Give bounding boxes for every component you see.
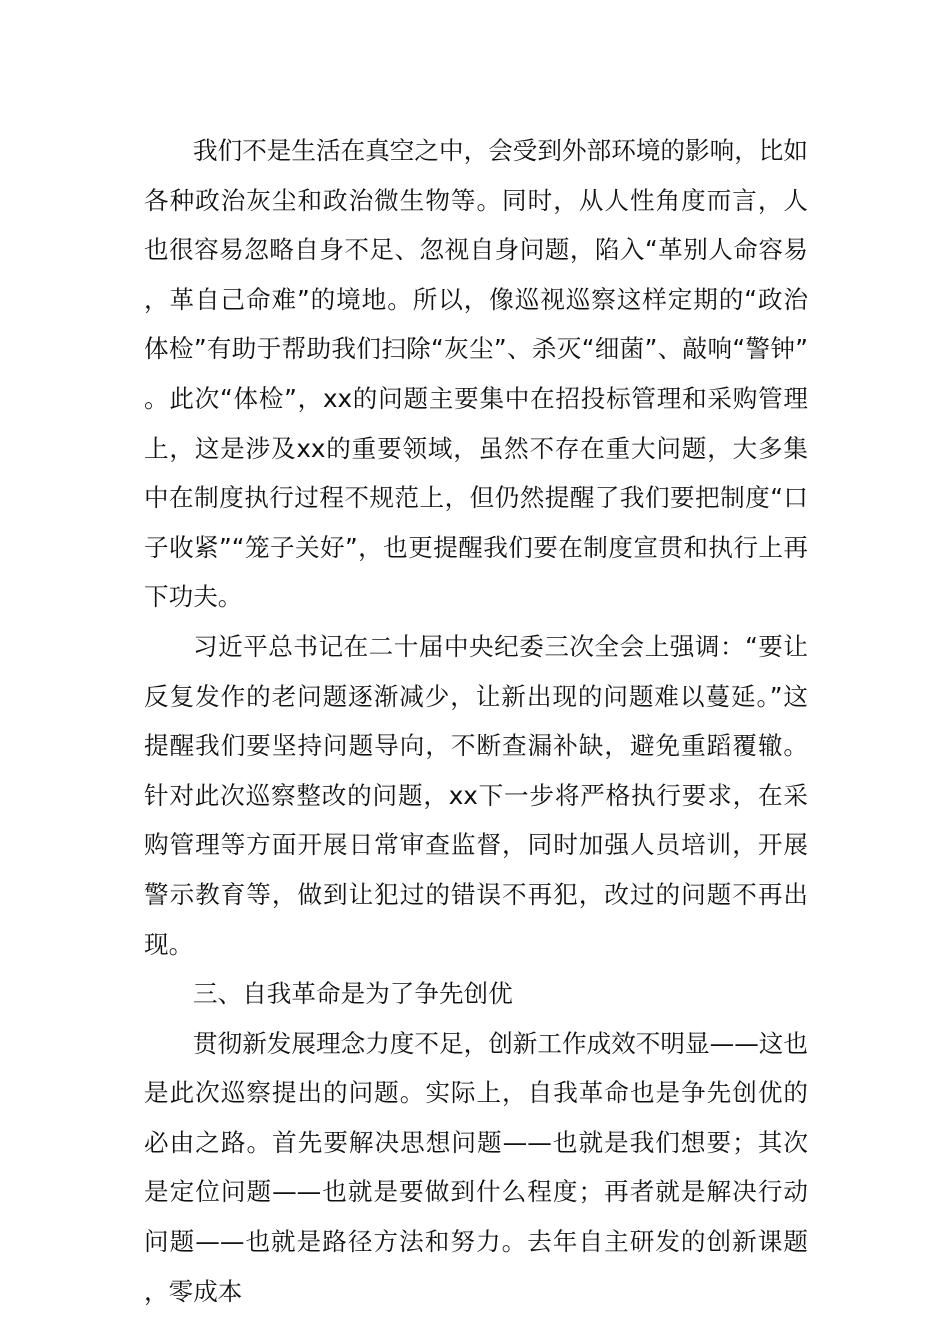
paragraph-innovation: 贯彻新发展理念力度不足，创新工作成效不明显——这也是此次巡察提出的问题。实际上，自我革命也是争先创优的必由之路。首先要解决思想问题——也就是我们想要；其次是定位问题——也就是要做到什么程度；再者就是解决行动问题——也就是路径方法和努力。去年自主研发的创新课题，零成本 bbox=[144, 1028, 808, 1306]
section-heading: 三、自我革命是为了争先创优 bbox=[193, 979, 513, 1009]
paragraph-xi-quote: 习近平总书记在二十届中央纪委三次全会上强调：“要让反复发作的老问题逐渐减少，让新出现的问题难以蔓延。”这提醒我们要坚持问题导向，不断查漏补缺，避免重蹈覆辙。针对此次巡察整改的问题，xx下一步将严格执行要求，在采购管理等方面开展日常审查监督，同时加强人员培训，开展警示教育等，做到让犯过的错误不再犯，改过的问题不再出现。 bbox=[144, 631, 808, 959]
paragraph-political-checkup: 我们不是生活在真空之中，会受到外部环境的影响，比如各种政治灰尘和政治微生物等。同时，从人性角度而言，人也很容易忽略自身不足、忽视自身问题，陷入“革别人命容易，革自己命难”的境地。所以，像巡视巡察这样定期的“政治体检”有助于帮助我们扫除“灰尘”、杀灭“细菌”、敲响“警钟”。此次“体检”，xx的问题主要集中在招投标管理和采购管理上，这是涉及xx的重要领域，虽然不存在重大问题，大多集中在制度执行过程不规范上，但仍然提醒了我们要把制度“口子收紧”“笼子关好”，也更提醒我们要在制度宣贯和执行上再下功夫。 bbox=[144, 136, 808, 612]
document-body bbox=[144, 126, 808, 1316]
